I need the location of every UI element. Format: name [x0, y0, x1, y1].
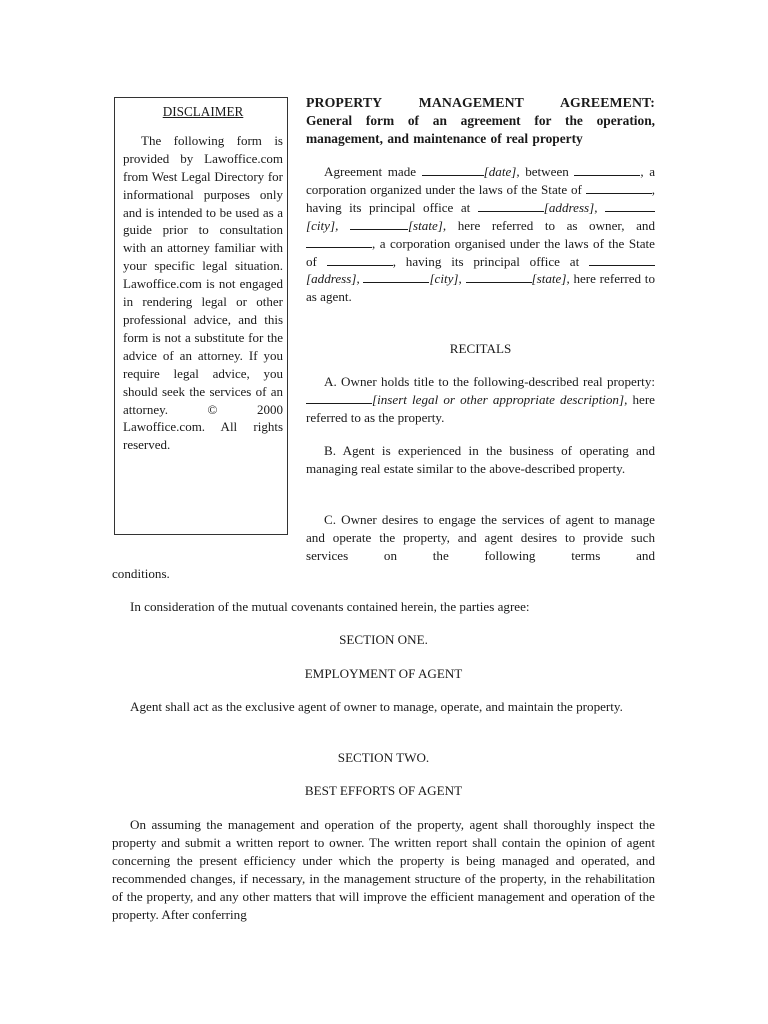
agreement-subtitle: General form of an agreement for the operation, management, and maintenance of real property [306, 112, 655, 146]
recital-a-text: A. Owner holds title to the following-described real property: [324, 374, 655, 389]
parties-text: , having its principal office at [306, 181, 655, 215]
section-one-title: EMPLOYMENT OF AGENT [304, 666, 463, 681]
date-placeholder: [date], [483, 164, 520, 179]
blank-field [586, 182, 652, 194]
disclaimer-heading: DISCLAIMER [162, 104, 244, 119]
city-placeholder: [city], [306, 217, 339, 233]
blank-field [327, 254, 393, 266]
section-two-body: On assuming the management and operation of the property, agent shall thoroughly inspect the property and submit a written report to owner. The written report shall contain the opinion of agent concerning the present efficiency under which the property is being managed and operated, and recommended changes, if necessary, in the management structure of the property, in the rehabilitation of the property, and any other matters that will improve the efficient management and operation of the property. After conferring [112, 817, 655, 922]
state-placeholder: [state], [407, 217, 447, 233]
disclaimer-box [114, 97, 288, 535]
blank-field [306, 236, 372, 248]
blank-field [466, 271, 532, 283]
parties-text: , a corporation organized under the laws of the State of [306, 164, 656, 197]
recital-a-text: here referred to as the property. [306, 391, 655, 425]
blank-field [350, 218, 408, 230]
agreement-header [306, 94, 655, 148]
address-placeholder: [address], [306, 271, 360, 287]
recital-c-end: conditions. [112, 566, 170, 581]
blank-field [422, 164, 484, 176]
description-placeholder: [insert legal or other appropriate description], [372, 391, 628, 407]
blank-field [589, 254, 655, 266]
recitals-heading: RECITALS [449, 341, 512, 356]
section-one-label: SECTION ONE. [339, 632, 428, 647]
city-placeholder: [city], [429, 271, 462, 287]
parties-text: , having its principal office at [392, 253, 589, 269]
parties-text: Agreement made [324, 164, 422, 179]
section-two-title: BEST EFFORTS OF AGENT [304, 783, 463, 798]
parties-text: here referred to as agent. [306, 271, 655, 305]
section-two-label: SECTION TWO. [337, 750, 430, 765]
blank-field [574, 164, 640, 176]
blank-field [363, 271, 429, 283]
section-one-body: Agent shall act as the exclusive agent of owner to manage, operate, and maintain the property. [130, 699, 623, 714]
consideration-clause: In consideration of the mutual covenants contained herein, the parties agree: [130, 599, 530, 614]
agreement-title: PROPERTY MANAGEMENT AGREEMENT: [306, 95, 655, 110]
state-placeholder: [state], [531, 271, 570, 287]
parties-text: , a corporation organised under the laws of the State of [306, 235, 655, 269]
parties-text: between [519, 164, 575, 179]
blank-field [306, 392, 372, 404]
recital-c: C. Owner desires to engage the services of agent to manage and operate the property, and agent desires to provide such services on the following terms and [306, 512, 655, 563]
recital-a [306, 373, 655, 427]
disclaimer-text: The following form is provided by Lawoffice.com from West Legal Directory for informational purposes only and is intended to be used as a guide prior to consultation with an attorney familiar with your specific legal situation. Lawoffice.com is not engaged in rendering legal or other professional advice, and this form is not a substitute for the advice of an attorney. If you require legal advice, you should seek the services of an attorney. © 2000 Lawoffice.com. All rights reserved. [123, 132, 283, 453]
blank-field [478, 200, 544, 212]
parties-paragraph [306, 163, 655, 306]
parties-text: here referred to as owner, and [446, 217, 655, 233]
address-placeholder: [address], [543, 199, 598, 215]
recital-b: B. Agent is experienced in the business of operating and managing real estate similar to the above-described property. [306, 443, 655, 476]
blank-field [605, 200, 655, 212]
